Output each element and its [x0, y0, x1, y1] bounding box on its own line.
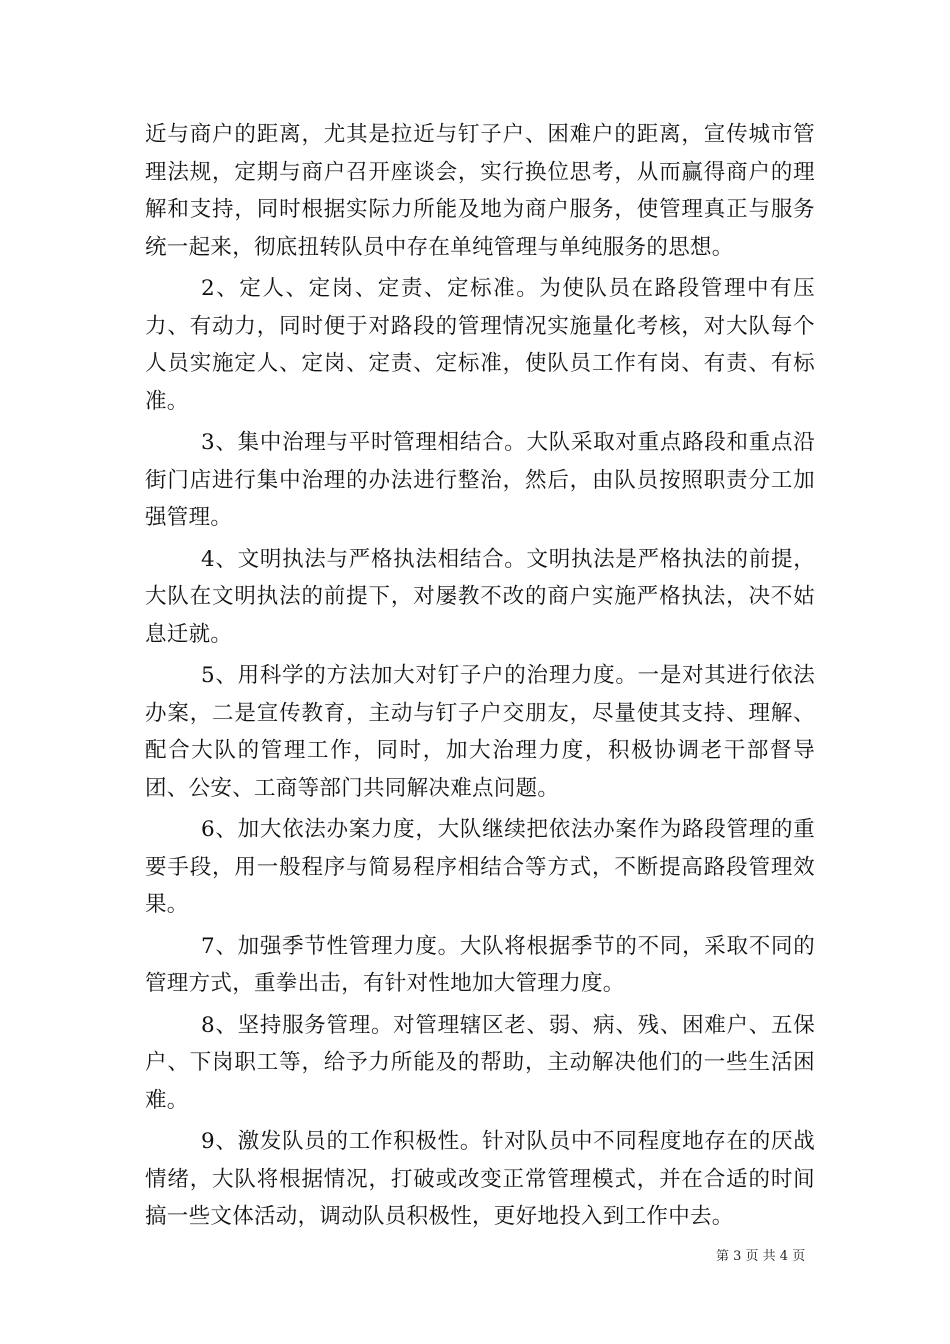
- paragraph-3: 3、集中治理与平时管理相结合。大队采取对重点路段和重点沿街门店进行集中治理的办法进行整治，然后，由队员按照职责分工加强管理。: [145, 430, 815, 530]
- paragraph-5: 5、用科学的方法加大对钉子户的治理力度。一是对其进行依法办案，二是宣传教育，主动与钉子户交朋友，尽量使其支持、理解、配合大队的管理工作，同时，加大治理力度，积极协调老干部督导团、公安、工商等部门共同解决难点问题。: [145, 663, 815, 801]
- paragraph-4: 4、文明执法与严格执法相结合。文明执法是严格执法的前提，大队在文明执法的前提下，对屡教不改的商户实施严格执法，决不姑息迁就。: [145, 546, 815, 647]
- paragraph-8: 8、坚持服务管理。对管理辖区老、弱、病、残、困难户、五保户、下岗职工等，给予力所能及的帮助，主动解决他们的一些生活困难。: [145, 1012, 815, 1113]
- paragraph-2: 2、定人、定岗、定责、定标准。为使队员在路段管理中有压力、有动力，同时便于对路段的管理情况实施量化考核，对大队每个人员实施定人、定岗、定责、定标准，使队员工作有岗、有责、有标准。: [145, 276, 815, 414]
- paragraph-1: 近与商户的距离，尤其是拉近与钉子户、困难户的距离，宣传城市管理法规，定期与商户召开座谈会，实行换位思考，从而赢得商户的理解和支持，同时根据实际力所能及地为商户服务，使管理真正与服务统一起来，彻底扭转队员中存在单纯管理与单纯服务的思想。: [145, 122, 815, 260]
- page-number-footer: 第 3 页 共 4 页: [716, 1249, 806, 1264]
- paragraph-9: 9、激发队员的工作积极性。针对队员中不同程度地存在的厌战情绪，大队将根据情况，打破或改变正常管理模式，并在合适的时间搞一些文体活动，调动队员积极性，更好地投入到工作中去。: [145, 1129, 815, 1229]
- document-body: [145, 116, 815, 1240]
- paragraph-7: 7、加强季节性管理力度。大队将根据季节的不同，采取不同的管理方式，重拳出击，有针对性地加大管理力度。: [145, 933, 815, 996]
- paragraph-6: 6、加大依法办案力度，大队继续把依法办案作为路段管理的重要手段，用一般程序与简易程序相结合等方式，不断提高路段管理效果。: [145, 817, 815, 917]
